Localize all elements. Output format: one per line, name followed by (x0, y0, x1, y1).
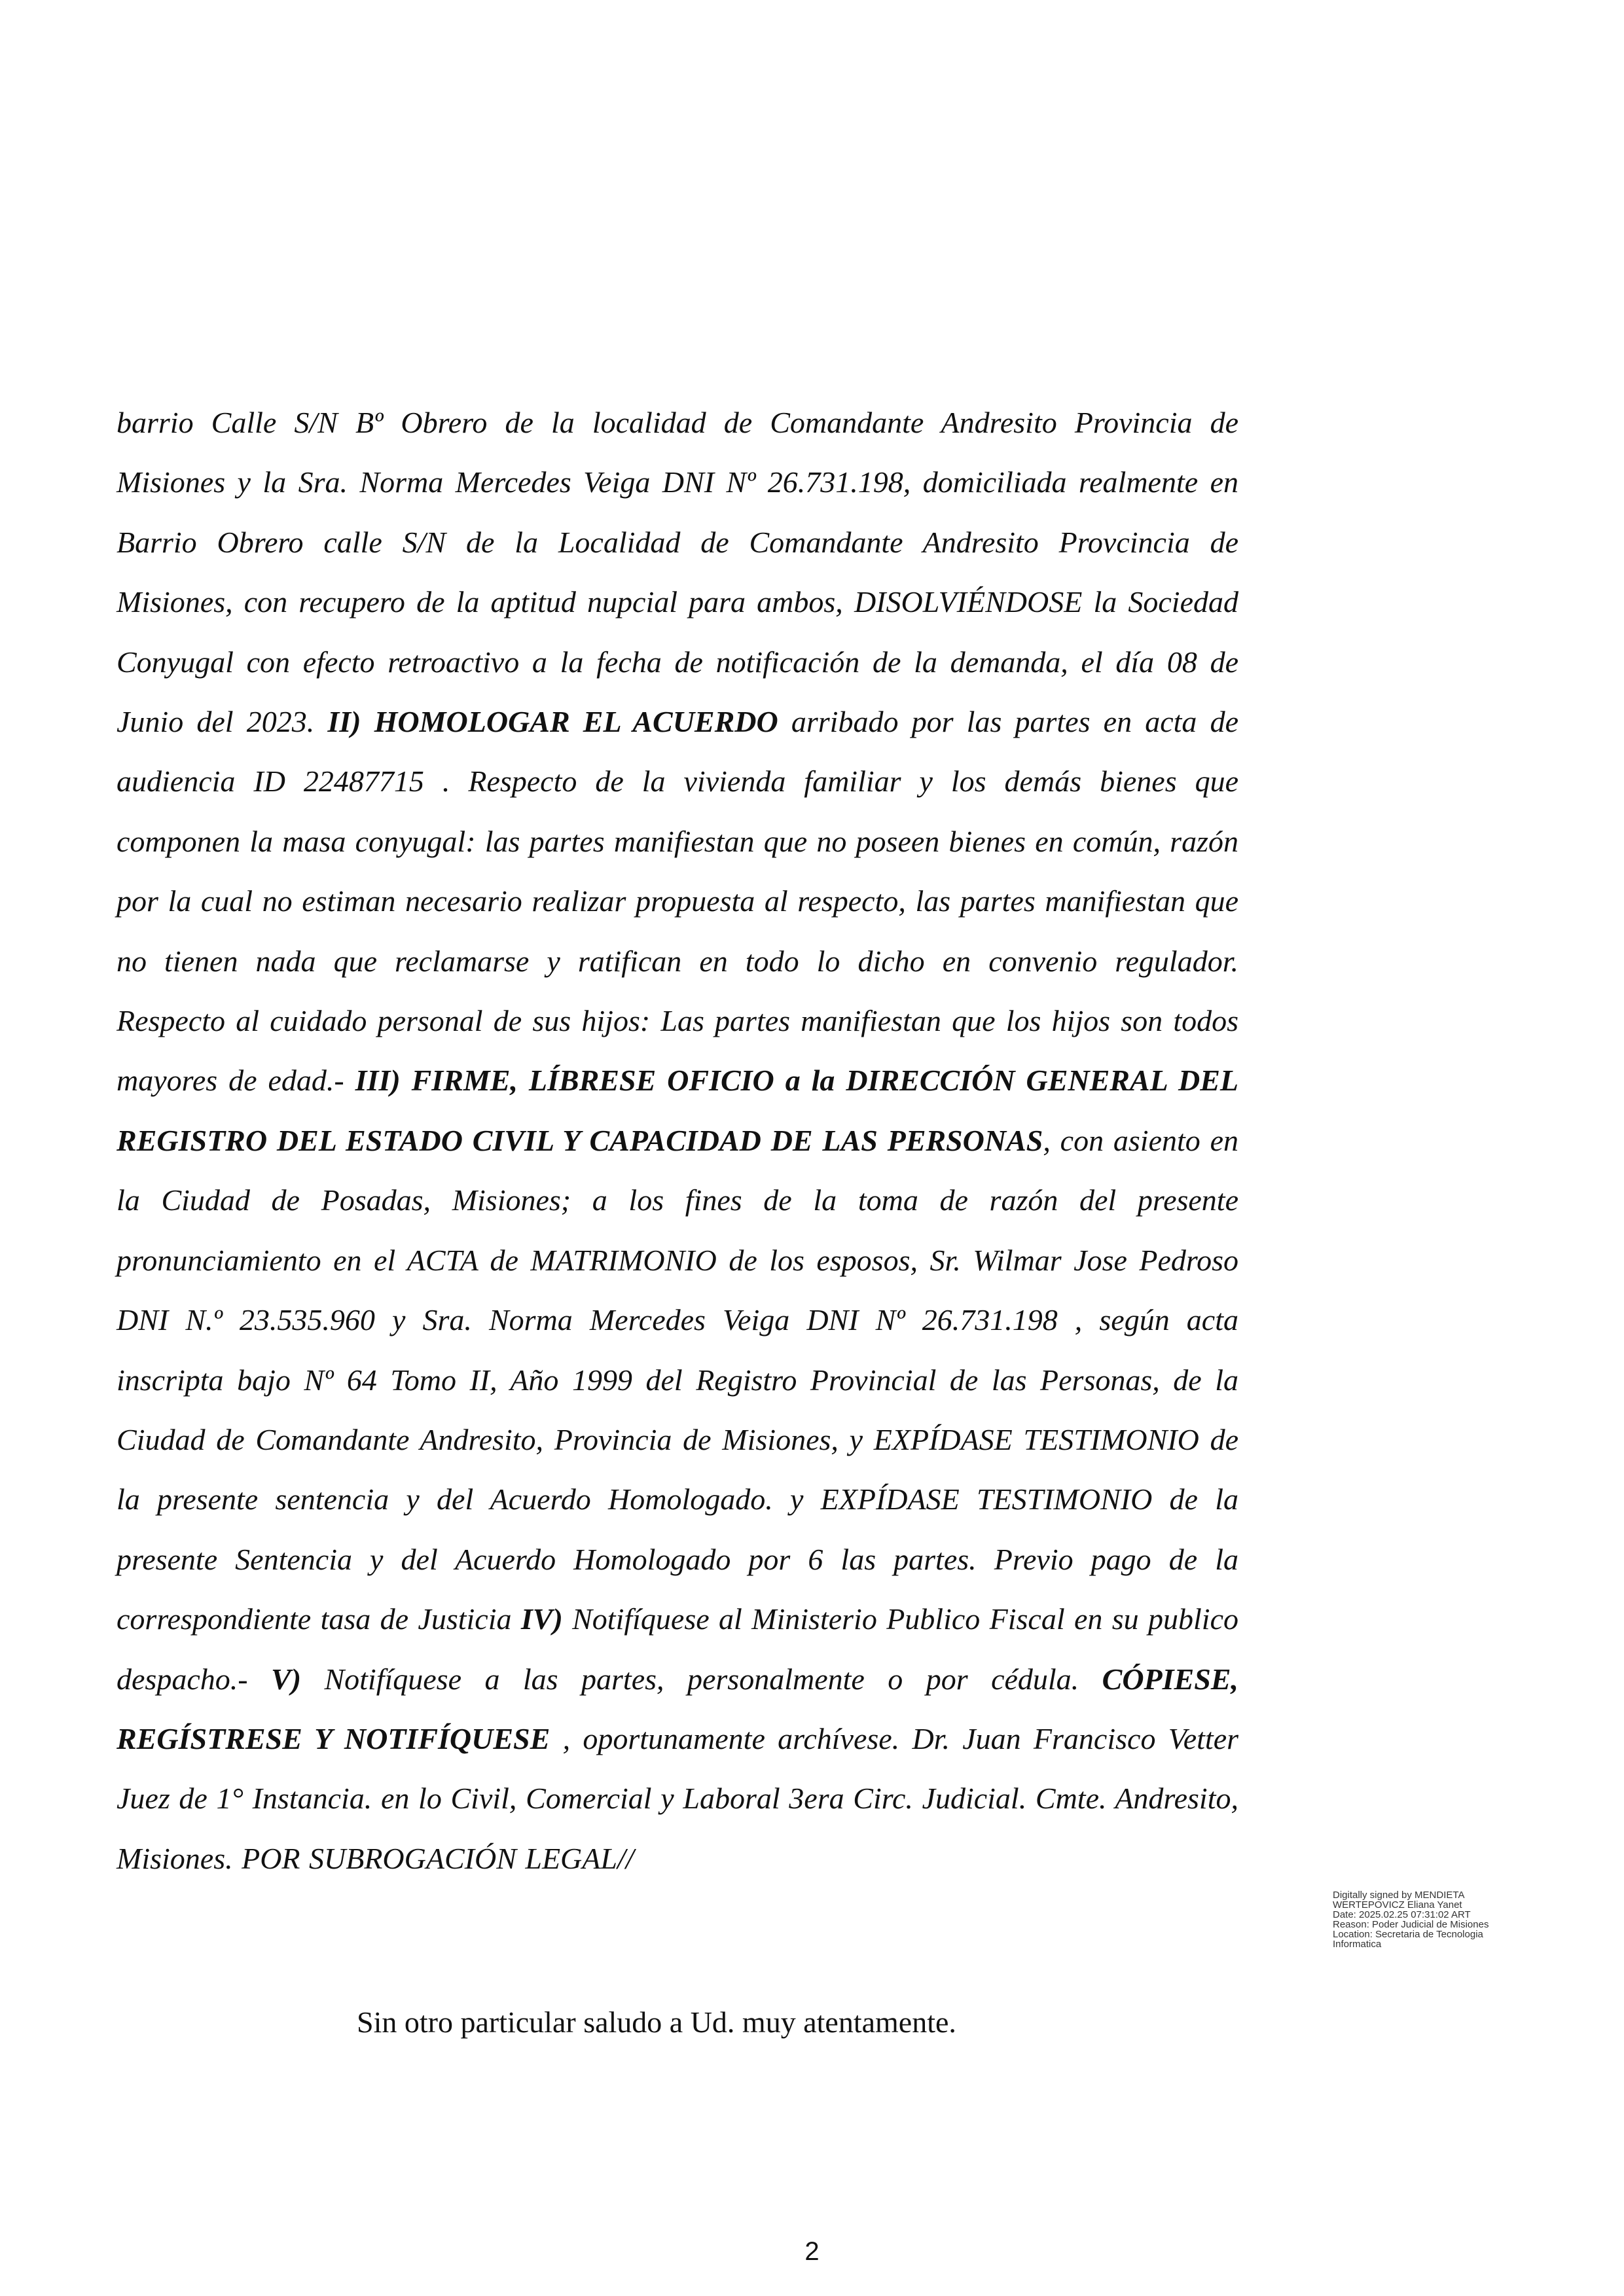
text-segment: Notifíquese al Ministerio Publico Fiscal en su publico despacho.- (117, 1602, 1238, 1696)
signature-line: Informatica (1333, 1939, 1382, 1950)
text-segment: , oportunamente archívese. Dr. Juan Francisco Vetter Juez de 1° Instancia. en lo Civil, Comercial y Laboral 3era Circ. Judicial. Cmte. Andresito, Misiones. POR SUBROGACIÓN LEGAL// (117, 1721, 1239, 1875)
body-paragraph (117, 393, 1238, 1888)
bold-text-segment: III) FIRME, LÍBRESE OFICIO a la DIRECCIÓN GENERAL DEL REGISTRO DEL ESTADO CIVIL Y CAPACIDAD DE LAS PERSONAS (117, 1064, 1238, 1157)
digital-signature-stamp (1333, 1890, 1529, 1949)
signature-line: Reason: Poder Judicial de Misiones (1333, 1919, 1489, 1930)
text-segment: arribado por las partes en acta de audiencia ID 22487715 . Respecto de la vivienda familiar y los demás bienes que componen la masa conyugal: las partes manifiestan que no poseen bienes en común, razón por la cual no estiman necesario realizar propuesta al respecto, las partes manifiestan que no tienen nada que reclamarse y ratifican en todo lo dicho en convenio regulador. Respecto al cuidado personal de sus hijos: Las partes manifiestan que los hijos son todos mayores de edad.- (117, 705, 1238, 1098)
signature-line: Digitally signed by MENDIETA (1333, 1890, 1465, 1901)
bold-text-segment: II) HOMOLOGAR EL ACUERDO (327, 705, 778, 739)
bold-text-segment: V) (271, 1662, 302, 1696)
bold-text-segment: IV) (520, 1602, 563, 1636)
text-segment: , con asiento en la Ciudad de Posadas, Misiones; a los fines de la toma de razón del presente pronunciamiento en el ACTA de MATRIMONIO de los esposos, Sr. Wilmar Jose Pedroso DNI N.º 23.535.960 y Sra. Norma Mercedes Veiga DNI Nº 26.731.198 , según acta inscripta bajo Nº 64 Tomo II, Año 1999 del Registro Provincial de las Personas, de la Ciudad de Comandante Andresito, Provincia de Misiones, y EXPÍDASE TESTIMONIO de la presente sentencia y del Acuerdo Homologado. y EXPÍDASE TESTIMONIO de la presente Sentencia y del Acuerdo Homologado por 6 las partes. Previo pago de la correspondiente tasa de Justicia (117, 1123, 1239, 1636)
signature-line: Location: Secretaria de Tecnologia (1333, 1929, 1483, 1940)
page-number: 2 (804, 2237, 820, 2266)
text-segment: Notifíquese a las partes, personalmente o por cédula. (301, 1662, 1102, 1696)
signature-line: Date: 2025.02.25 07:31:02 ART (1333, 1909, 1471, 1920)
signature-line: WERTEPOVICZ Eliana Yanet (1333, 1899, 1462, 1910)
bold-text-segment: CÓPIESE, REGÍSTRESE Y NOTIFÍQUESE (117, 1662, 1238, 1755)
closing-line: Sin otro particular saludo a Ud. muy atentamente. (357, 2005, 956, 2039)
text-segment: barrio Calle S/N Bº Obrero de la localidad de Comandante Andresito Provincia de Misiones y la Sra. Norma Mercedes Veiga DNI Nº 26.731.198, domiciliada realmente en Barrio Obrero calle S/N de la Localidad de Comandante Andresito Provcincia de Misiones, con recupero de la aptitud nupcial para ambos, DISOLVIÉNDOSE la Sociedad Conyugal con efecto retroactivo a la fecha de notificación de la demanda, el día 08 de Junio del 2023. (117, 406, 1238, 739)
